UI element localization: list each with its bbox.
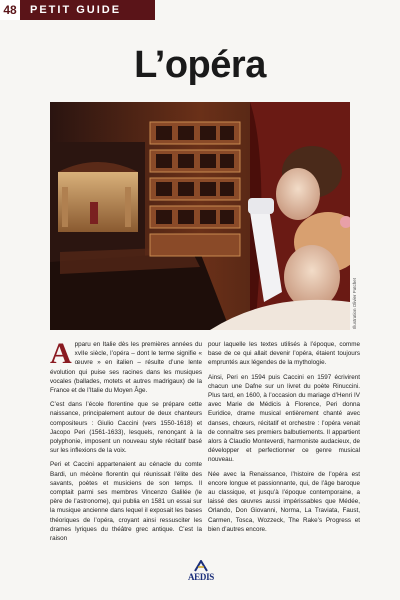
series-title: PETIT GUIDE xyxy=(30,4,122,16)
drop-cap: A xyxy=(50,337,72,370)
opera-illustration xyxy=(50,102,350,330)
text-column-right xyxy=(208,340,360,539)
page-title: L’opéra xyxy=(134,44,266,86)
logo-emblem-icon xyxy=(193,560,209,572)
header-bar xyxy=(0,0,155,20)
paragraph: Née avec la Renaissance, l’histoire de l’opéra est encore longue et passionnante, qui, de l’âge baroque au classique, et jusqu’à l’époque contemporaine, a laissé des œuvres aussi impérissables que Médée, Orlando, Don Giovanni, Norma, La Traviata, Faust, Carmen, Tosca, Wozzeck, The Rake’s Progress et bien d’autres encore. xyxy=(208,470,360,533)
paragraph: Ainsi, Peri en 1594 puis Caccini en 1597 écrivirent chacun une Dafne sur un livret du poète Rinuccini. Plus tard, en 1600, à l’occasion du mariage d’Henri IV avec Marie de Médicis à Florence, Peri donna Euridice, drame musical entièrement chanté avec danses, chœurs, récitatif et orchestre : l’opéra venait de connaître ses premiers balbutiements. Il appartient alors à Claudio Monteverdi, harmoniste audacieux, de développer et perfectionner ce genre musical nouveau. xyxy=(208,373,360,464)
publisher-logo xyxy=(181,560,221,588)
paragraph: Peri et Caccini appartenaient au cénacle du comte Bardi, un mécène florentin qui réunissait l’élite des savants, poètes et musiciens de son temps. Il comptait parmi ses membres Vincenzo Galilée (le père de l’astronome), qui publia en 1581 un essai sur la musique ancienne dans lequel il exposait les bases théoriques de l’opéra, croyant ainsi ressusciter les drames lyriques du théâtre grec antique. C’est la raison xyxy=(50,461,202,543)
logo-text: AEDIS xyxy=(187,572,214,582)
paragraph: Apparu en Italie dès les premières années du xvIIe siècle, l’opéra – dont le terme signifie « œuvre » en italien – résulte d’une lente évolution qui puise ses racines dans les musiques vocales (ballades, motets et autres madrigaux) de la France et de l’Italie du Moyen Âge. xyxy=(50,337,202,395)
page-number: 48 xyxy=(0,0,22,20)
paragraph: pour laquelle les textes utilisés à l’époque, comme base de ce qui allait devenir l’opéra, étaient toujours empruntés aux légendes de la mythologie. xyxy=(208,341,360,367)
text-column-left xyxy=(50,337,202,548)
paragraph: C’est dans l’école florentine que se prépare cette naissance, principalement autour de deux chanteurs compositeurs : Giulio Caccini (vers 1550-1618) et Jacopo Peri (1561-1633), lesquels, renonçant à la polyphonie, imposent un nouveau style récitatif basé sur les inflexions de la voix. xyxy=(50,401,202,455)
illustration-credit: Illustration Olivier Patchet xyxy=(352,277,357,329)
